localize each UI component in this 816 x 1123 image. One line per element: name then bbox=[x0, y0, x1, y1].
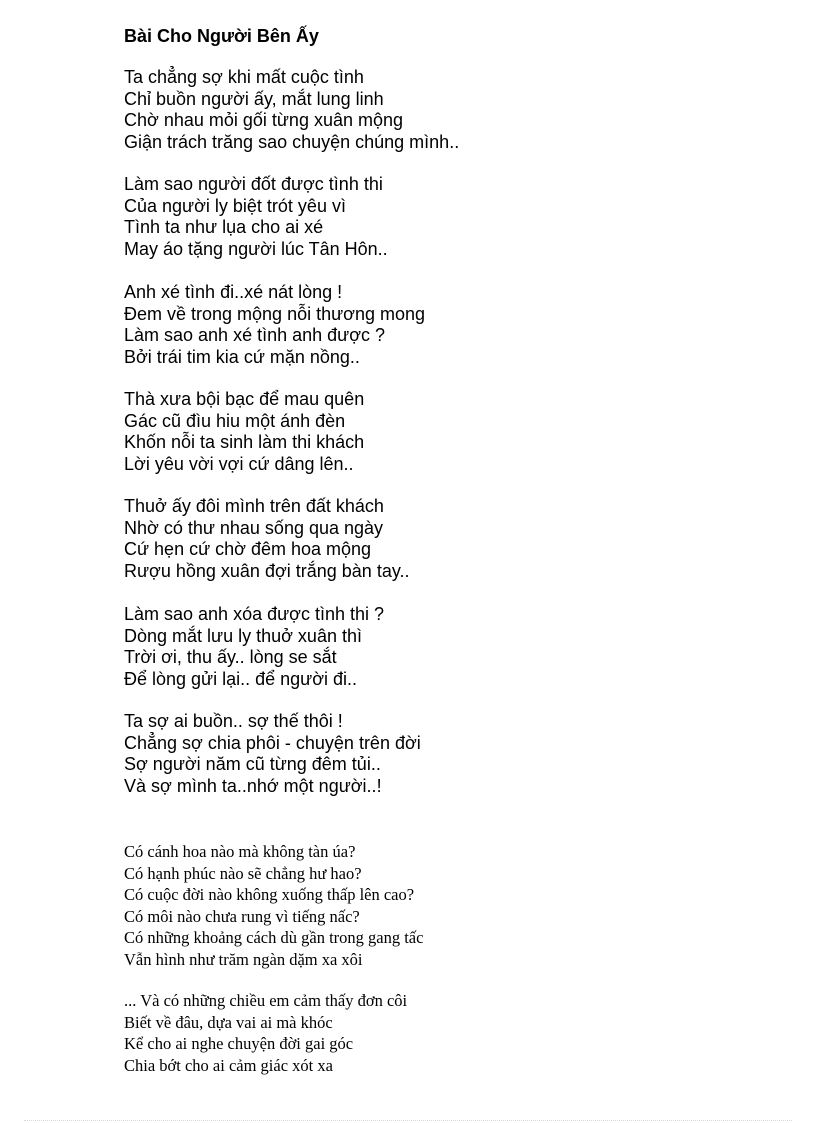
poem-line: Nhờ có thư nhau sống qua ngày bbox=[124, 517, 384, 538]
poem-line: Tình ta như lụa cho ai xé bbox=[124, 217, 324, 237]
stanza-3 bbox=[124, 282, 425, 368]
poem-line: Có hạnh phúc nào sẽ chẳng hư hao? bbox=[124, 863, 362, 883]
poem-line: Chia bớt cho ai cảm giác xót xa bbox=[124, 1055, 333, 1075]
poem-line: Có những khoảng cách dù gần trong gang tấc bbox=[124, 928, 424, 947]
stanza-1 bbox=[124, 67, 459, 153]
poem-line: Ta sợ ai buồn.. sợ thế thôi ! bbox=[124, 711, 343, 731]
poem-line: Giận trách trăng sao chuyện chúng mình.. bbox=[124, 131, 460, 152]
stanza-7 bbox=[124, 711, 421, 797]
poem-line: Để lòng gửi lại.. để người đi.. bbox=[124, 668, 358, 689]
poem-line: Sợ người năm cũ từng đêm tủi.. bbox=[124, 754, 381, 774]
poem-line: Cứ hẹn cứ chờ đêm hoa mộng bbox=[124, 539, 372, 559]
stanza-8 bbox=[124, 841, 423, 970]
poem-line: Thà xưa bội bạc để mau quên bbox=[124, 389, 365, 409]
poem-line: Ta chẳng sợ khi mất cuộc tình bbox=[124, 67, 364, 87]
poem-line: Anh xé tình đi..xé nát lòng ! bbox=[124, 282, 343, 302]
poem-line: Lời yêu vời vợi cứ dâng lên.. bbox=[124, 453, 354, 474]
poem-line: Có cánh hoa nào mà không tàn úa? bbox=[124, 842, 356, 861]
poem-line: Có môi nào chưa rung vì tiếng nấc? bbox=[124, 906, 360, 926]
poem-line: Gác cũ đìu hiu một ánh đèn bbox=[124, 410, 346, 431]
poem-line: Và sợ mình ta..nhớ một người..! bbox=[124, 775, 382, 796]
stanza-5 bbox=[124, 496, 410, 582]
poem-line: Vẫn hình như trăm ngàn dặm xa xôi bbox=[124, 949, 363, 969]
poem-line: Có cuộc đời nào không xuống thấp lên cao? bbox=[124, 885, 415, 904]
poem-line: Rượu hồng xuân đợi trắng bàn tay.. bbox=[124, 560, 410, 581]
poem-line: Bởi trái tim kia cứ mặn nồng.. bbox=[124, 346, 360, 367]
stanza-4 bbox=[124, 389, 364, 475]
poem-line: May áo tặng người lúc Tân Hôn.. bbox=[124, 238, 388, 259]
poem-line: Khốn nỗi ta sinh làm thi khách bbox=[124, 432, 365, 452]
poem-line: Dòng mắt lưu ly thuở xuân thì bbox=[124, 625, 362, 646]
stanza-2 bbox=[124, 174, 388, 260]
poem-line: Kể cho ai nghe chuyện đời gai góc bbox=[124, 1034, 354, 1053]
poem-line: Làm sao anh xé tình anh được ? bbox=[124, 325, 386, 345]
poem-line: ... Và có những chiều em cảm thấy đơn côi bbox=[124, 991, 408, 1010]
poem-line: Trời ơi, thu ấy.. lòng se sắt bbox=[124, 647, 337, 667]
stanza-6 bbox=[124, 604, 384, 690]
page-bottom-divider bbox=[24, 1120, 792, 1121]
poem-line: Thuở ấy đôi mình trên đất khách bbox=[124, 496, 384, 516]
poem-line: Đem về trong mộng nỗi thương mong bbox=[124, 303, 426, 324]
poem-title: Bài Cho Người Bên Ấy bbox=[124, 26, 319, 46]
poem-line: Làm sao anh xóa được tình thi ? bbox=[124, 604, 385, 624]
poem-line: Chẳng sợ chia phôi - chuyện trên đời bbox=[124, 732, 421, 753]
poem-line: Chỉ buồn người ấy, mắt lung linh bbox=[124, 88, 384, 109]
poem-line: Biết về đâu, dựa vai ai mà khóc bbox=[124, 1012, 333, 1032]
poem-line: Chờ nhau mỏi gối từng xuân mộng bbox=[124, 110, 404, 130]
poem-line: Làm sao người đốt được tình thi bbox=[124, 174, 383, 194]
stanza-9 bbox=[124, 990, 407, 1076]
poem-line: Của người ly biệt trót yêu vì bbox=[124, 195, 346, 216]
